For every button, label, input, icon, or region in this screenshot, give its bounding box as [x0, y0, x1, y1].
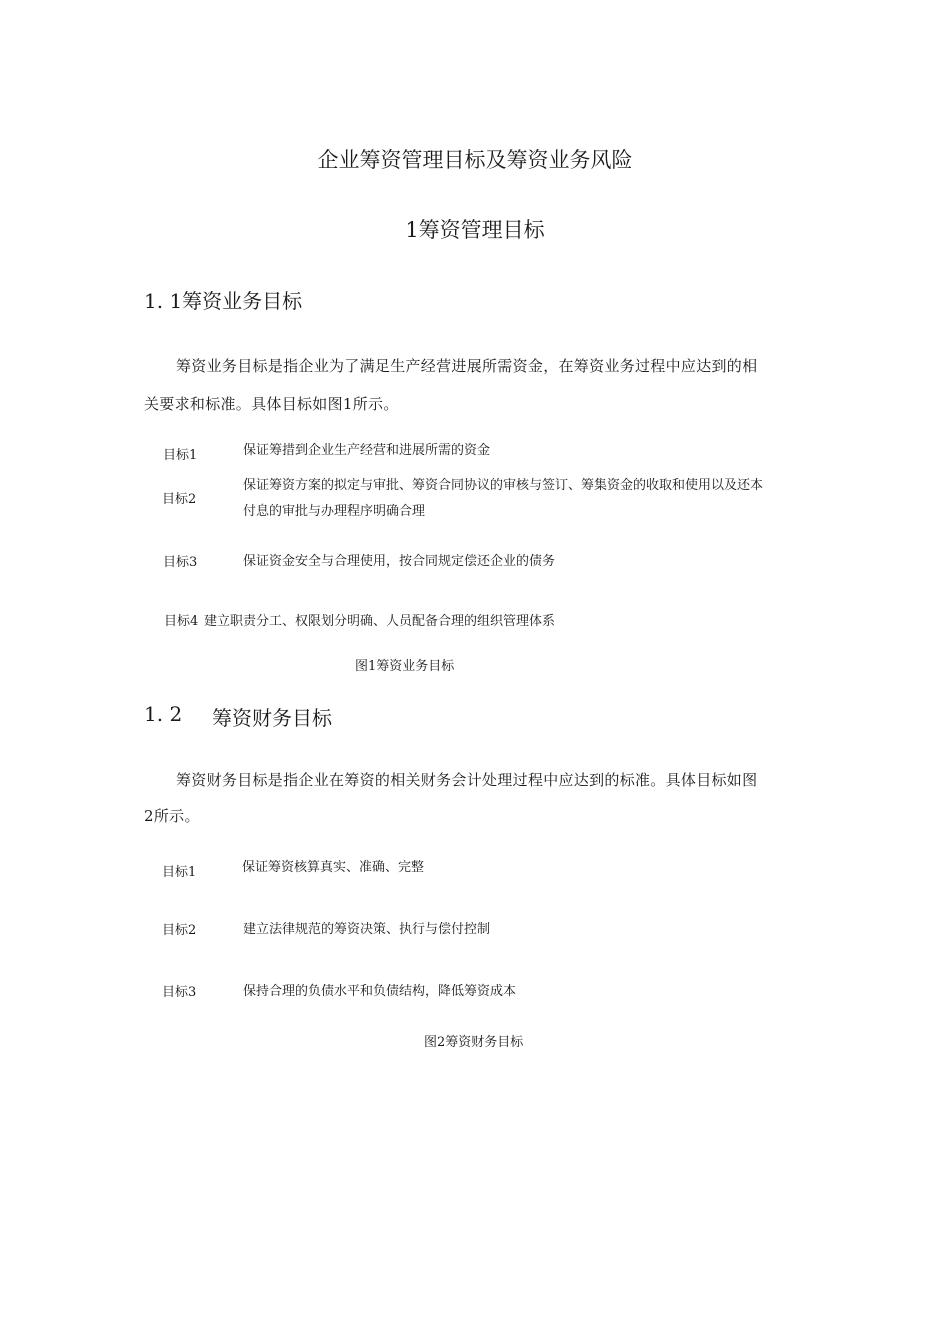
- figure-1-goal-3-label: 目标3: [163, 555, 198, 570]
- section-1-title: 1筹资管理目标: [405, 218, 545, 242]
- figure-2-goal-1-text: 保证筹资核算真实、准确、完整: [242, 860, 425, 875]
- subsection-1-2-paragraph-line-1: 筹资财务目标是指企业在筹资的相关财务会计处理过程中应达到的标准。具体目标如图: [176, 771, 758, 789]
- subsection-1-1-paragraph-line-1: 筹资业务目标是指企业为了满足生产经营进展所需资金，在筹资业务过程中应达到的相: [176, 357, 758, 375]
- figure-2-goal-2-text: 建立法律规范的筹资决策、执行与偿付控制: [243, 922, 491, 937]
- figure-1-goal-2-text-line-1: 保证筹资方案的拟定与审批、筹资合同协议的审核与签订、筹集资金的收取和使用以及还本: [243, 478, 764, 493]
- figure-1-goal-3-text: 保证资金安全与合理使用，按合同规定偿还企业的债务: [243, 554, 556, 569]
- document-title: 企业筹资管理目标及筹资业务风险: [317, 148, 633, 172]
- figure-1-goal-1-label: 目标1: [163, 448, 198, 463]
- figure-1-caption: 图1筹资业务目标: [355, 659, 455, 674]
- figure-1-goal-4-label: 目标4: [164, 614, 199, 629]
- subsection-1-2-heading-text: 筹资财务目标: [212, 706, 332, 730]
- figure-1-goal-2-label: 目标2: [162, 492, 197, 507]
- figure-1-goal-4-text: 建立职责分工、权限划分明确、人员配备合理的组织管理体系: [204, 614, 556, 629]
- figure-1-goal-1-text: 保证筹措到企业生产经营和进展所需的资金: [243, 443, 491, 458]
- figure-2-goal-3-label: 目标3: [162, 985, 197, 1000]
- subsection-1-2-paragraph-line-2: 2所示。: [144, 807, 200, 825]
- subsection-1-1-paragraph-line-2: 关要求和标准。具体目标如图1所示。: [144, 395, 399, 413]
- figure-2-goal-2-label: 目标2: [162, 923, 197, 938]
- figure-2-goal-1-label: 目标1: [162, 865, 197, 880]
- subsection-1-1-heading: 1. 1筹资业务目标: [144, 289, 303, 313]
- figure-2-goal-3-text: 保持合理的负债水平和负债结构，降低筹资成本: [243, 984, 517, 999]
- subsection-1-2-heading-number: 1. 2: [144, 702, 183, 726]
- figure-2-caption: 图2筹资财务目标: [424, 1035, 524, 1050]
- figure-1-goal-2-text-line-2: 付息的审批与办理程序明确合理: [243, 504, 426, 519]
